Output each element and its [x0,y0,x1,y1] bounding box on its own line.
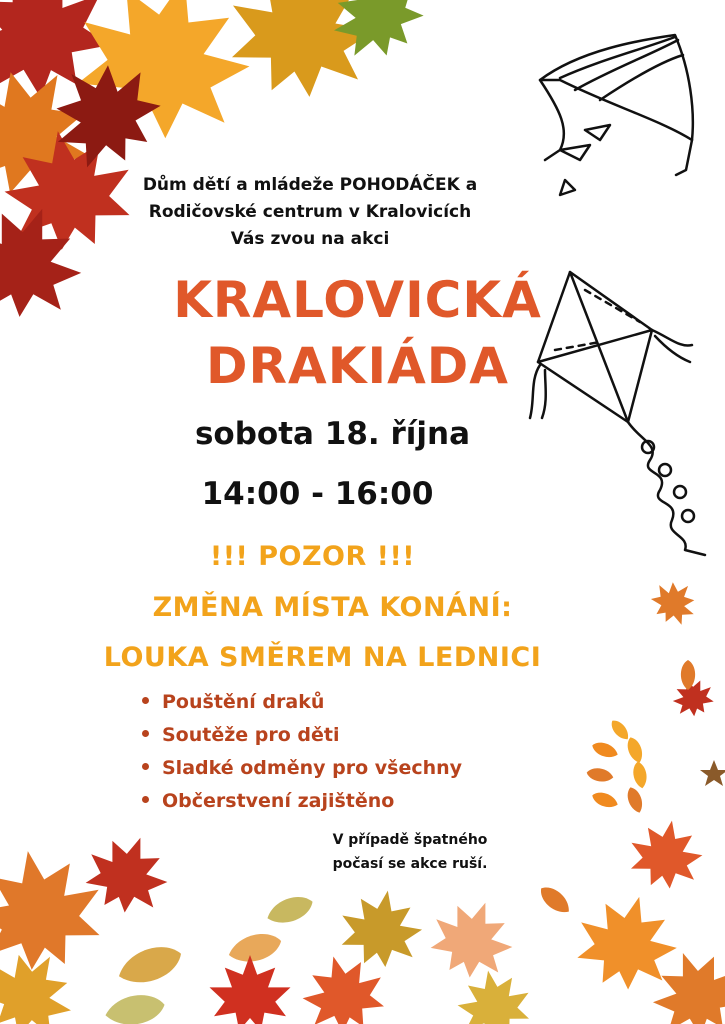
list-item [142,752,462,785]
event-title-line-1: KRALOVICKÁ [173,271,542,329]
activity-label: Soutěže pro děti [162,724,340,746]
alert-heading: !!! POZOR !!! [209,541,416,572]
alert-venue-change: ZMĚNA MÍSTA KONÁNÍ: [152,592,513,623]
bullet-icon [142,730,149,737]
alert-new-venue: LOUKA SMĚREM NA LEDNICI [103,642,542,673]
weather-note [300,828,520,876]
weather-note-line-2: počasí se akce ruší. [332,856,488,872]
event-title-line-2: DRAKIÁDA [206,337,509,395]
event-date: sobota 18. října [194,416,470,452]
organizer-line-1: Dům dětí a mládeže POHODÁČEK a [142,175,478,195]
activity-label: Občerstvení zajištěno [162,790,395,812]
bullet-icon [142,796,149,803]
list-item [142,785,462,818]
list-item [142,686,462,719]
bullet-icon [142,697,149,704]
activity-label: Pouštění draků [162,691,325,713]
event-time: 14:00 - 16:00 [201,476,434,512]
activities-list [142,686,462,818]
kite-top-icon [540,35,693,195]
list-item [142,719,462,752]
weather-note-line-1: V případě špatného [332,832,488,848]
activity-label: Sladké odměny pro všechny [162,757,463,779]
organizer-line-2: Rodičovské centrum v Kralovicích [148,202,472,222]
organizer-line-3: Vás zvou na akci [230,229,390,249]
organizer-block [30,172,590,253]
bullet-icon [142,763,149,770]
